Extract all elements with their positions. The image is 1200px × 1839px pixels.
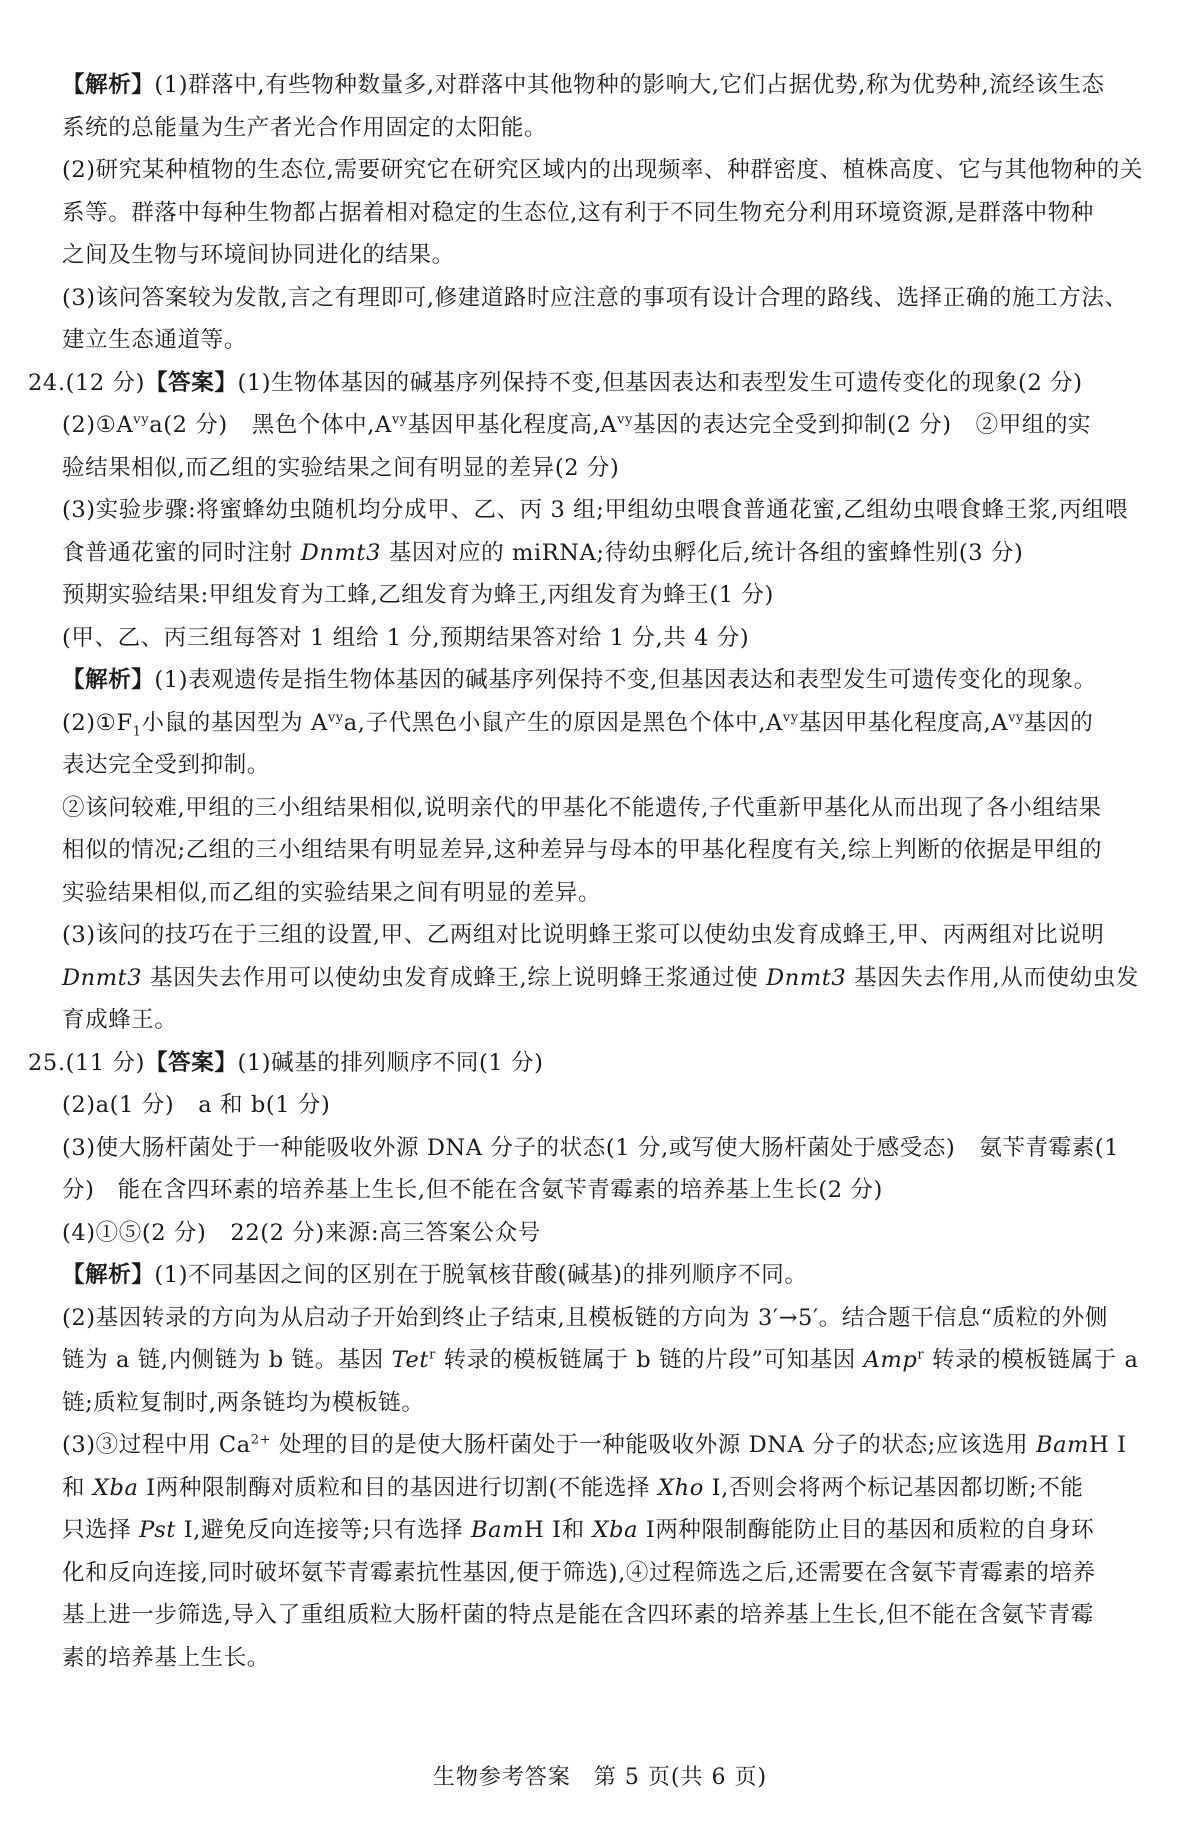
q25-analysis-line-9: 基上进一步筛选,导入了重组质粒大肠杆菌的特点是能在含四环素的培养基上生长,但不能在含氨苄青霉	[62, 1602, 1094, 1628]
q24-answer-line-5: 食普通花蜜的同时注射 Dnmt3 基因对应的 miRNA;待幼虫孵化后,统计各组的蜜蜂性别(3 分)	[62, 539, 1024, 566]
q25-analysis-line-8: 化和反向连接,同时破坏氨苄青霉素抗性基因,便于筛选),④过程筛选之后,还需要在含氨苄青霉素的培养	[62, 1559, 1096, 1586]
q24-analysis-line-1: 【解析】(1)表观遗传是指生物体基因的碱基序列保持不变,但基因表达和表型发生可遗传变化的现象。	[62, 667, 1097, 693]
answer-label: 【答案】	[145, 1049, 238, 1076]
q25-analysis-line-1: 【解析】(1)不同基因之间的区别在于脱氧核苷酸(碱基)的排列顺序不同。	[62, 1262, 808, 1288]
q25-answer-line-3: (3)使大肠杆菌处于一种能吸收外源 DNA 分子的状态(1 分,或写使大肠杆菌处于感受态) 氨苄青霉素(1	[62, 1134, 1120, 1161]
page-footer: 生物参考答案 第 5 页(共 6 页)	[432, 1765, 768, 1790]
q24-answer-line-4: (3)实验步骤:将蜜蜂幼虫随机均分成甲、乙、丙 3 组;甲组幼虫喂食普通花蜜,乙组幼虫喂食蜂王浆,丙组喂	[62, 497, 1129, 523]
s23-line-4: 系等。群落中每种生物都占据着相对稳定的生态位,这有利于不同生物充分利用环境资源,是群落中物种	[62, 199, 1094, 226]
s23-line-7: 建立生态通道等。	[62, 327, 247, 353]
q24-analysis-line-2: $(2)①F_1$小鼠的基因型为 $A^{vy}a$,子代黑色小鼠产生的原因是黑色个体中$,A^{vy}$基因甲基化程度高$,A^{vy}$基因的	[62, 709, 1094, 739]
q24-analysis-line-5: 相似的情况;乙组的三小组结果有明显差异,这种差异与母本的甲基化程度有关,综上判断的依据是甲组的	[62, 837, 1103, 863]
q25-analysis-line-5: (3)③过程中用 $Ca^{2+}$ 处理的目的是使大肠杆菌处于一种能吸收外源 DNA 分子的状态;应该选用 BamH Ⅰ	[62, 1432, 1127, 1458]
s23-line-1: 【解析】(1)群落中,有些物种数量多,对群落中其他物种的影响大,它们占据优势,称为优势种,流经该生态	[62, 72, 1105, 98]
s23-line-5: 之间及生物与环境间协同进化的结果。	[62, 242, 455, 268]
question-number: 24.(12 分)	[28, 369, 146, 396]
q25-answer-line-2: (2)a(1 分) a 和 b(1 分)	[62, 1092, 331, 1118]
q24-answer-line-7: (甲、乙、丙三组每答对 1 组给 1 分,预期结果答对给 1 分,共 4 分)	[62, 624, 750, 651]
q24-analysis-line-3: 表达完全受到抑制。	[62, 752, 270, 778]
q25-analysis-line-10: 素的培养基上生长。	[62, 1644, 270, 1671]
s23-line-2: 系统的总能量为生产者光合作用固定的太阳能。	[62, 114, 548, 141]
q25-analysis-line-6: 和 Xba Ⅰ两种限制酶对质粒和目的基因进行切割(不能选择 Xho Ⅰ,否则会将两个标记基因都切断;不能	[62, 1474, 1084, 1501]
question-number: 25.(11 分)	[28, 1049, 146, 1076]
analysis-label: 【解析】	[62, 667, 155, 693]
q25-analysis-line-4: 链;质粒复制时,两条链均为模板链。	[62, 1389, 425, 1416]
q24-analysis-line-9: 育成蜂王。	[62, 1007, 178, 1033]
q24-answer-line-3: 验结果相似,而乙组的实验结果之间有明显的差异(2 分)	[62, 454, 620, 481]
analysis-label: 【解析】	[62, 72, 155, 98]
source-note: 来源:高三答案公众号	[324, 1219, 541, 1246]
q25-answer-line-5: (4)①⑤(2 分) 22(2 分)来源:高三答案公众号	[62, 1219, 541, 1246]
q24-analysis-line-4: ②该问较难,甲组的三小组结果相似,说明亲代的甲基化不能遗传,子代重新甲基化从而出现了各小组结果	[62, 794, 1102, 821]
answer-label: 【答案】	[145, 369, 238, 396]
analysis-label: 【解析】	[62, 1262, 155, 1288]
q24-answer-line-2: $(2)①A^{vy}a(2$ 分) 黑色个体中$,A^{vy}$基因甲基化程度高$,A^{vy}$基因的表达完全受到抑制(2 分) ②甲组的实	[62, 412, 1092, 438]
q24-analysis-line-7: (3)该问的技巧在于三组的设置,甲、乙两组对比说明蜂王浆可以使幼虫发育成蜂王,甲、丙两组对比说明	[62, 922, 1105, 948]
q25-analysis-line-7: 只选择 Pst Ⅰ,避免反向连接等;只有选择 BamH Ⅰ和 Xba Ⅰ两种限制酶能防止目的基因和质粒的自身环	[62, 1517, 1095, 1543]
q24-answer-line-6: 预期实验结果:甲组发育为工蜂,乙组发育为蜂王,丙组发育为蜂王(1 分)	[62, 582, 774, 608]
q25-answer-line-1: 25.(11 分)【答案】(1)碱基的排列顺序不同(1 分)	[28, 1049, 544, 1076]
q25-analysis-line-3: 链为 a 链,内侧链为 b 链。基因 Tet$^r$ 转录的模板链属于 b 链的片段”可知基因 Amp$^r$ 转录的模板链属于 a	[62, 1347, 1139, 1373]
answer-content	[28, 64, 1172, 1679]
q24-answer-line-1: 24.(12 分)【答案】(1)生物体基因的碱基序列保持不变,但基因表达和表型发生可遗传变化的现象(2 分)	[28, 369, 1083, 396]
q25-analysis-line-2: (2)基因转录的方向为从启动子开始到终止子结束,且模板链的方向为 3′→5′。结合题干信息“质粒的外侧	[62, 1304, 1108, 1331]
s23-line-3: (2)研究某种植物的生态位,需要研究它在研究区域内的出现频率、种群密度、植株高度、它与其他物种的关	[62, 157, 1143, 183]
q25-answer-line-4: 分) 能在含四环素的培养基上生长,但不能在含氨苄青霉素的培养基上生长(2 分)	[62, 1177, 883, 1203]
s23-line-6: (3)该问答案较为发散,言之有理即可,修建道路时应注意的事项有设计合理的路线、选择正确的施工方法、	[62, 284, 1128, 311]
q24-analysis-line-8: Dnmt3 基因失去作用可以使幼虫发育成蜂王,综上说明蜂王浆通过使 Dnmt3 基因失去作用,从而使幼虫发	[62, 964, 1140, 991]
q24-analysis-line-6: 实验结果相似,而乙组的实验结果之间有明显的差异。	[62, 879, 602, 906]
